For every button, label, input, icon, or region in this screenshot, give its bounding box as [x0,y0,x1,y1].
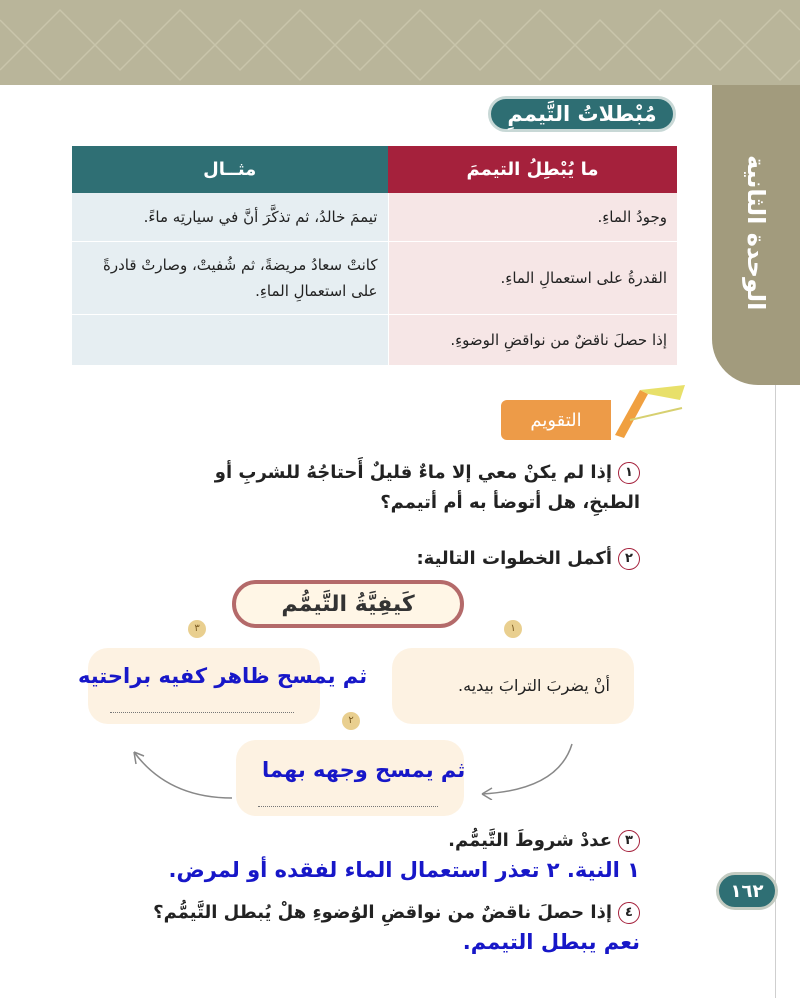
question-text: إذا لم يكنْ معي إلا ماءٌ قليلٌ أَحتاجُهُ للشربِ أو الطبخِ، هل أتوضأ به أم أتيمم؟ [214,462,640,513]
table-cell: إذا حصلَ ناقضٌ من نواقضِ الوضوءِ. [388,315,677,366]
question-text: عددْ شروطَ التَّيمُّم. [448,830,612,851]
top-decorative-band [0,0,800,85]
how-to-title-box: كَيفِيَّةُ التَّيمُّم [232,580,464,628]
question-number: ٢ [618,548,640,570]
table-header-right: ما يُبْطِلُ التيممَ [388,146,677,193]
page-number: ١٦٢ [716,872,778,910]
evaluation-tag: التقويم [501,400,611,440]
table-header-left: مثــال [72,146,389,193]
step-1-text: أنْ يضربَ الترابَ بيديه. [458,676,610,695]
unit-side-tab [712,85,800,385]
margin-line [775,385,776,998]
table-cell: وجودُ الماءِ. [388,193,677,242]
question-text: أكمل الخطوات التالية: [416,548,612,569]
step-2-answer: ثم يمسح وجهه بهما [262,758,466,782]
step-number-badge: ٣ [188,620,206,638]
pen-icon [610,380,690,440]
step-number-badge: ١ [504,620,522,638]
question-number: ٣ [618,830,640,852]
step-3-answer: ثم يمسح ظاهر كفيه براحتيه [78,664,368,688]
table-cell: كانتْ سعادُ مريضةً، ثم شُفيتْ، وصارتْ قادرةً على استعمالِ الماءِ. [72,242,389,315]
table-row [72,242,678,315]
question-text: إذا حصلَ ناقضٌ من نواقضِ الوُضوءِ هلْ يُبطل التَّيمُّم؟ [153,902,612,923]
invalidators-table [71,146,677,366]
question-3-answer: ١ النية. ٢ تعذر استعمال الماء لفقده أو لمرض. [168,858,640,882]
question-4 [153,898,640,928]
geometric-pattern-icon [0,0,800,85]
step-number-badge: ٢ [342,712,360,730]
question-number: ١ [618,462,640,484]
question-4-answer: نعم يبطل التيمم. [462,930,640,954]
table-row [72,315,678,366]
answer-line [110,712,294,713]
question-number: ٤ [618,902,640,924]
table-cell: تيممَ خالدُ، ثم تذكَّرَ أنَّ في سيارتِه ماءً. [72,193,389,242]
question-3 [448,826,640,856]
table-cell: القدرةُ على استعمالِ الماءِ. [388,242,677,315]
question-2 [416,544,640,574]
table-row [72,193,678,242]
curved-arrow-icon [468,740,578,800]
curved-arrow-icon [128,746,238,806]
answer-line [258,806,438,807]
section-title: مُبْطلاتُ التَّيممِ [488,96,676,132]
table-cell [72,315,389,366]
question-1 [160,458,640,518]
unit-title: الوحدة الثانية [742,155,770,311]
